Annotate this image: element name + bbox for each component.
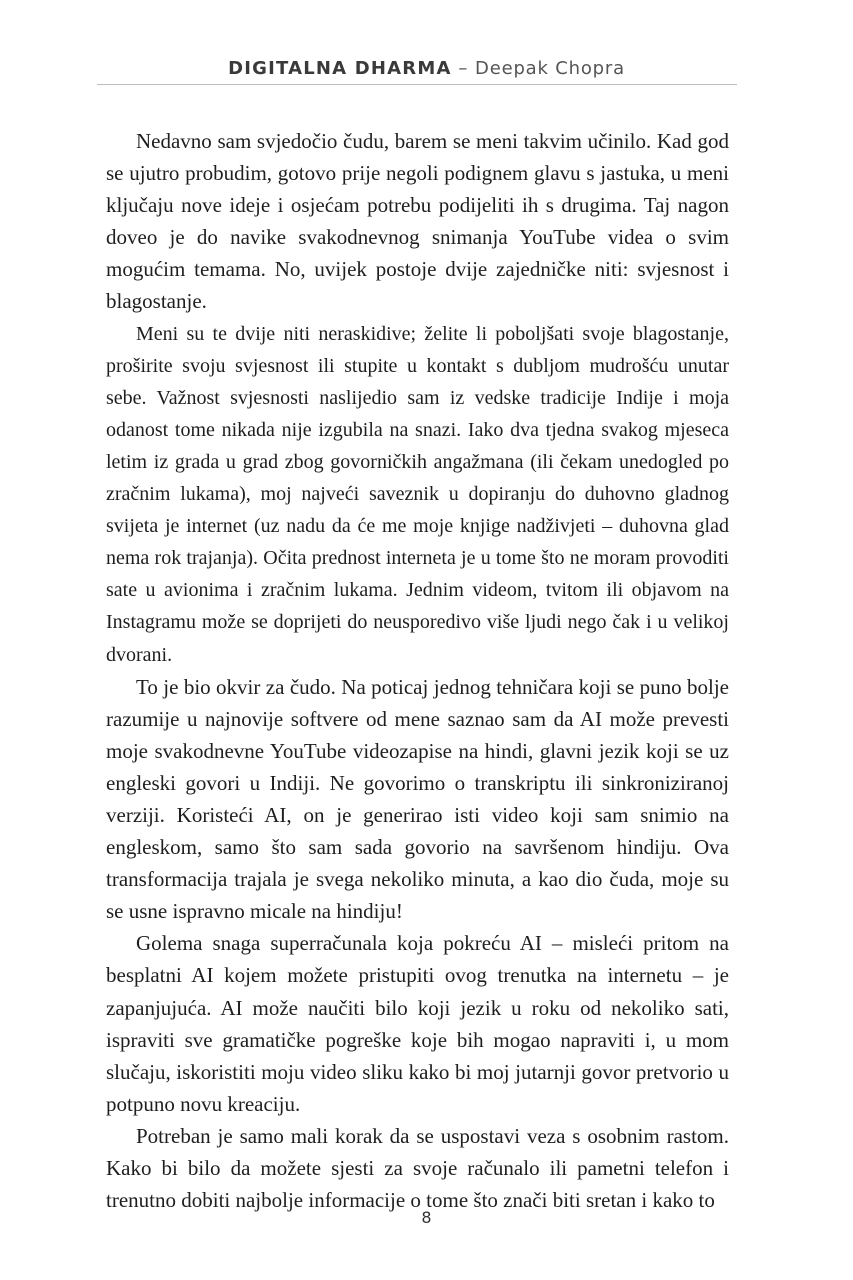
paragraph: Potreban je samo mali korak da se uspostavi veza s osobnim rastom. Kako bi bilo da možete sjesti za svoje računalo ili pametni telefon i trenutno dobiti najbolje informacije o tome što znači biti sretan i kako to: [106, 1123, 729, 1213]
body-text: [106, 125, 729, 1216]
paragraph: Golema snaga superračunala koja pokreću AI – misleći pritom na besplatni AI kojem možete pristupiti ovog trenutka na internetu – je zapanjujuća. AI može naučiti bilo koji jezik u roku od nekoliko sati, ispraviti sve gramatičke pogreške koje bih mogao napraviti i, u mom slučaju, iskoristiti moju video sliku kako bi moj jutarnji govor pretvorio u potpuno novu kreaciju.: [106, 931, 729, 1116]
paragraph: Meni su te dvije niti neraskidive; želite li poboljšati svoje blagostanje, proširite svoju svjesnost ili stupite u kontakt s dubljom mudrošću unutar sebe. Važnost svjesnosti naslijedio sam iz vedske tradicije Indije i moja odanost tome nikada nije izgubila na snazi. Iako dva tjedna svakog mjeseca letim iz grada u grad zbog govorničkih angažmana (ili čekam unedogled po zračnim lukama), moj najveći saveznik u dopiranju do duhovno gladnog svijeta je internet (uz nadu da će me moje knjige nadživjeti – duhovna glad nema rok trajanja). Očita prednost interneta je u tome što ne moram provoditi sate u avionima i zračnim lukama. Jednim videom, tvitom ili objavom na Instagramu može se doprijeti do neusporedivo više ljudi nego čak i u velikoj dvorani.: [106, 322, 729, 666]
book-title: DIGITALNA DHARMA: [228, 58, 452, 79]
running-header: [0, 58, 853, 79]
author-name: Deepak Chopra: [475, 58, 625, 79]
header-rule: [97, 84, 737, 85]
page-number: 8: [421, 1208, 432, 1227]
paragraph: To je bio okvir za čudo. Na poticaj jednog tehničara koji se puno bolje razumije u najnovije softvere od mene saznao sam da AI može prevesti moje svakodnevne YouTube videozapise na hindi, glavni jezik koji se uz engleski govori u Indiji. Ne govorimo o transkriptu ili sinkroniziranoj verziji. Koristeći AI, on je generirao isti video koji sam snimio na engleskom, samo što sam sada govorio na savršenom hindiju. Ova transformacija trajala je svega nekoliko minuta, a kao dio čuda, moje su se usne ispravno micale na hindiju!: [106, 674, 729, 924]
header-separator: –: [451, 58, 476, 79]
paragraph: Nedavno sam svjedočio čudu, barem se meni takvim učinilo. Kad god se ujutro probudim, gotovo prije negoli podignem glavu s jastuka, u meni ključaju nove ideje i osjećam potrebu podijeliti ih s drugima. Taj nagon doveo je do navike svakodnevnog snimanja YouTube videa o svim mogućim temama. No, uvijek postoje dvije zajedničke niti: svjesnost i blagostanje.: [106, 129, 729, 314]
